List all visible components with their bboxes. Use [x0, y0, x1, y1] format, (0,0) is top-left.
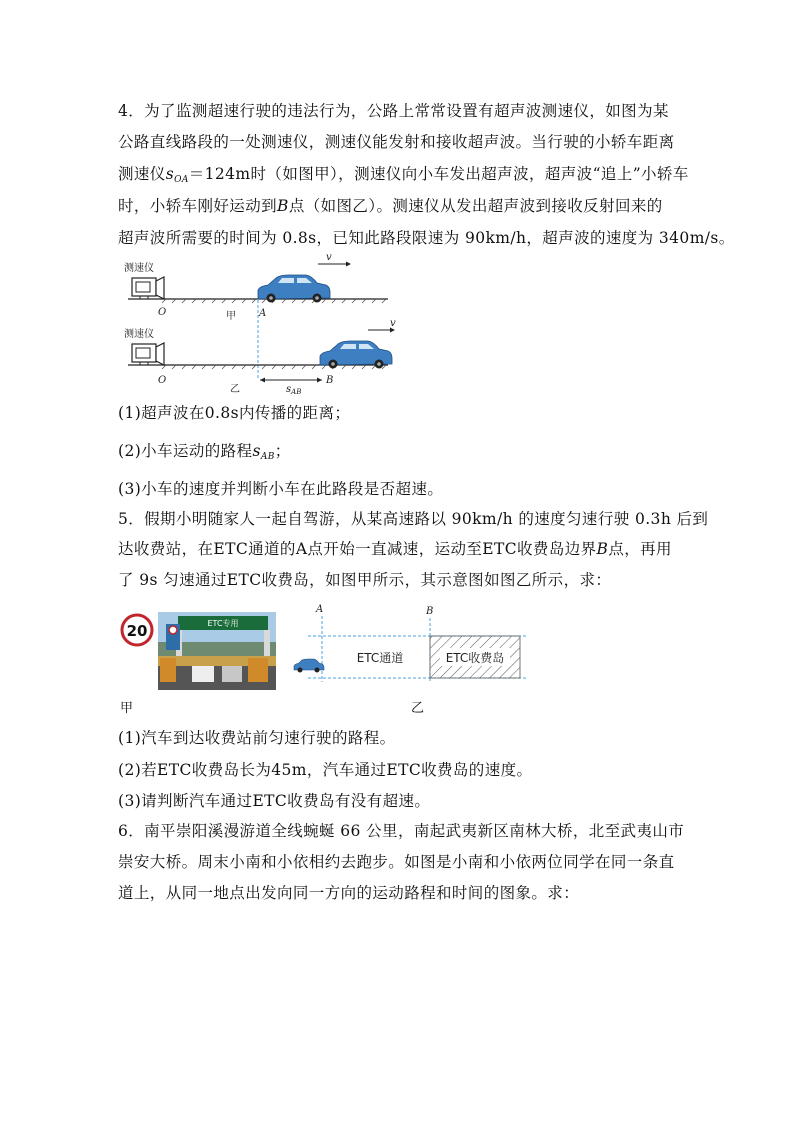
q4-s-oa-symbol: s	[165, 165, 175, 183]
q4-s-oa-subscript: OA	[174, 175, 189, 185]
origin-label-2: O	[158, 375, 167, 386]
q4-sub-2-subscript: AB	[260, 452, 275, 462]
q4-line-2: 公路直线路段的一处测速仪，测速仪能发射和接收超声波。当行驶的小轿车距离	[118, 133, 675, 151]
q4-line-4-text-c: 点（如图乙）。测速仪从发出超声波到接收反射回来的	[288, 197, 663, 215]
q4-line-1: 4．为了监测超速行驶的违法行为，公路上常常设置有超声波测速仪，如图为某	[118, 102, 669, 120]
q4-sub-3: (3)小车的速度并判断小车在此路段是否超速。	[118, 480, 444, 498]
q4-sub-1: (1)超声波在0.8s内传播的距离；	[118, 404, 351, 422]
q4-line-4	[118, 195, 663, 217]
velocity-label-1: v	[326, 252, 332, 263]
speed-limit-sign-icon	[122, 615, 152, 645]
q4-sub-2	[118, 440, 291, 468]
q4-meter-label-2: 测速仪	[124, 329, 154, 340]
car-icon-3	[294, 659, 324, 673]
q4-line-3-text-a: 测速仪	[118, 165, 166, 183]
q4-sub-2-text: (2)小车运动的路程	[118, 442, 253, 460]
q4-point-b: B	[277, 197, 289, 215]
speed-meter-icon-1	[132, 277, 164, 299]
figure-label-jia-2: 甲	[120, 701, 134, 716]
figure-label-yi-1: 乙	[230, 384, 240, 395]
q4-speed-meter-figure	[118, 252, 398, 398]
figure-label-yi-2: 乙	[411, 701, 425, 716]
etc-lane-label: ETC通道	[356, 651, 404, 665]
velocity-arrow-1	[318, 262, 351, 267]
q4-sub-2-end: ；	[274, 442, 291, 460]
q4-line-5: 超声波所需要的时间为 0.8s，已知此路段限速为 90km/h，超声波的速度为 340m/s。	[118, 229, 735, 247]
point-a-label: A	[259, 308, 267, 319]
q5-toll-photo-figure	[118, 600, 278, 692]
q4-line-3	[118, 163, 689, 191]
q5-line-1: 5．假期小明随家人一起自驾游，从某高速路以 90km/h 的速度匀速行驶 0.3h 后到	[118, 510, 709, 528]
point-b-label: B	[326, 375, 334, 386]
speed-meter-icon-2	[132, 343, 164, 365]
etc-point-a-label: A	[316, 604, 324, 615]
car-icon-2	[320, 341, 392, 369]
etc-island-label: ETC收费岛	[445, 651, 505, 665]
q5-line-2	[118, 538, 672, 560]
q5-point-b: B	[596, 540, 609, 558]
q5-etc-diagram	[290, 600, 530, 692]
q5-sub-1: (1)汽车到达收费站前匀速行驶的路程。	[118, 729, 396, 747]
q4-sub-2-symbol: s	[252, 442, 261, 460]
velocity-arrow-2	[368, 328, 395, 333]
q6-line-2: 崇安大桥。周末小南和小依相约去跑步。如图是小南和小依两位同学在同一条直	[118, 853, 675, 871]
q4-line-4-text-a: 时，小轿车刚好运动到	[118, 197, 278, 215]
toll-station-photo	[158, 612, 276, 690]
q6-line-1: 6．南平崇阳溪漫游道全线蜿蜒 66 公里，南起武夷新区南林大桥，北至武夷山市	[118, 822, 685, 840]
q4-meter-label-1: 测速仪	[124, 263, 154, 274]
velocity-label-2: v	[390, 318, 396, 329]
origin-label-1: O	[158, 307, 167, 318]
q4-line-3-text-b: ＝124m时（如图甲），测速仪向小车发出超声波，超声波“追上”小轿车	[188, 165, 689, 183]
svg-text:ETC专用: ETC专用	[207, 619, 239, 628]
q5-line-2-text-a: 达收费站，在ETC通道的A点开始一直减速，运动至ETC收费岛边界	[118, 540, 597, 558]
q5-line-3: 了 9s 匀速通过ETC收费岛，如图甲所示，其示意图如图乙所示，求：	[118, 571, 612, 589]
etc-point-b-label: B	[426, 606, 434, 617]
q5-sub-2: (2)若ETC收费岛长为45m，汽车通过ETC收费岛的速度。	[118, 761, 533, 779]
figure-label-jia-1: 甲	[226, 311, 236, 322]
q5-sub-3: (3)请判断汽车通过ETC收费岛有没有超速。	[118, 792, 431, 810]
svg-text:20: 20	[126, 622, 148, 640]
distance-ab-arrow	[260, 378, 322, 383]
q6-line-3: 道上，从同一地点出发向同一方向的运动路程和时间的图象。求：	[118, 884, 580, 902]
q5-line-2-text-c: 点，再用	[608, 540, 672, 558]
car-icon-1	[258, 275, 330, 303]
distance-ab-label: $s_{AB}$	[286, 384, 302, 396]
